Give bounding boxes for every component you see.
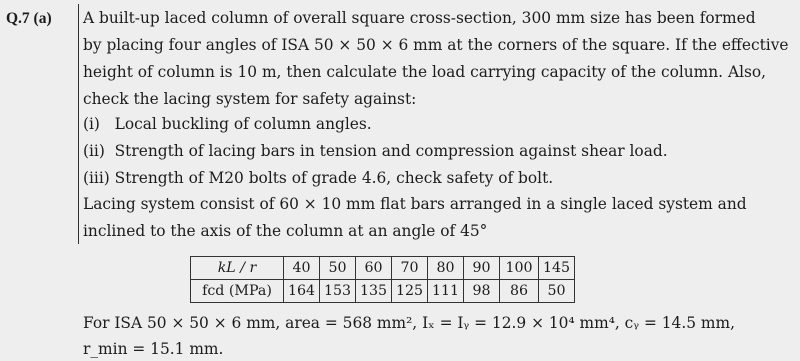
table-cell: 135 bbox=[356, 280, 392, 303]
table-cell: 100 bbox=[500, 257, 539, 280]
item-iii: (iii) Strength of M20 bolts of grade 4.6, check safety of bolt. bbox=[83, 169, 554, 187]
table-cell: 40 bbox=[284, 257, 320, 280]
table-cell: 70 bbox=[392, 257, 428, 280]
table-cell: 60 bbox=[356, 257, 392, 280]
lacing-line-1: Lacing system consist of 60 × 10 mm flat bars arranged in a single laced system and bbox=[83, 195, 747, 213]
fcd-table bbox=[190, 256, 575, 303]
column-divider bbox=[78, 4, 79, 244]
table-row bbox=[191, 280, 575, 303]
table-cell: 153 bbox=[320, 280, 356, 303]
question-line-4: check the lacing system for safety against: bbox=[83, 90, 417, 108]
table-row2-header: fcd (MPa) bbox=[191, 280, 284, 303]
table-cell: 50 bbox=[539, 280, 575, 303]
item-i: (i) Local buckling of column angles. bbox=[83, 115, 372, 133]
question-label: Q.7 (a) bbox=[6, 10, 52, 27]
table-cell: 145 bbox=[539, 257, 575, 280]
item-ii: (ii) Strength of lacing bars in tension and compression against shear load. bbox=[83, 142, 668, 160]
table-cell: 50 bbox=[320, 257, 356, 280]
question-line-2: by placing four angles of ISA 50 × 50 × 6 mm at the corners of the square. If the effective bbox=[83, 36, 789, 54]
question-line-1: A built-up laced column of overall square cross-section, 300 mm size has been formed bbox=[83, 9, 756, 27]
section-properties-line-1: For ISA 50 × 50 × 6 mm, area = 568 mm², Iₓ = Iᵧ = 12.9 × 10⁴ mm⁴, cᵧ = 14.5 mm, bbox=[83, 314, 735, 332]
table-cell: 80 bbox=[428, 257, 464, 280]
table-cell: 86 bbox=[500, 280, 539, 303]
table-cell: 98 bbox=[464, 280, 500, 303]
table-cell: 125 bbox=[392, 280, 428, 303]
lacing-line-2: inclined to the axis of the column at an angle of 45° bbox=[83, 222, 488, 240]
table-cell: 111 bbox=[428, 280, 464, 303]
section-properties-line-2: r_min = 15.1 mm. bbox=[83, 340, 224, 358]
table-row bbox=[191, 257, 575, 280]
table-row1-header: kL / r bbox=[191, 257, 284, 280]
table-cell: 164 bbox=[284, 280, 320, 303]
table-cell: 90 bbox=[464, 257, 500, 280]
question-line-3: height of column is 10 m, then calculate the load carrying capacity of the column. Also, bbox=[83, 63, 767, 81]
